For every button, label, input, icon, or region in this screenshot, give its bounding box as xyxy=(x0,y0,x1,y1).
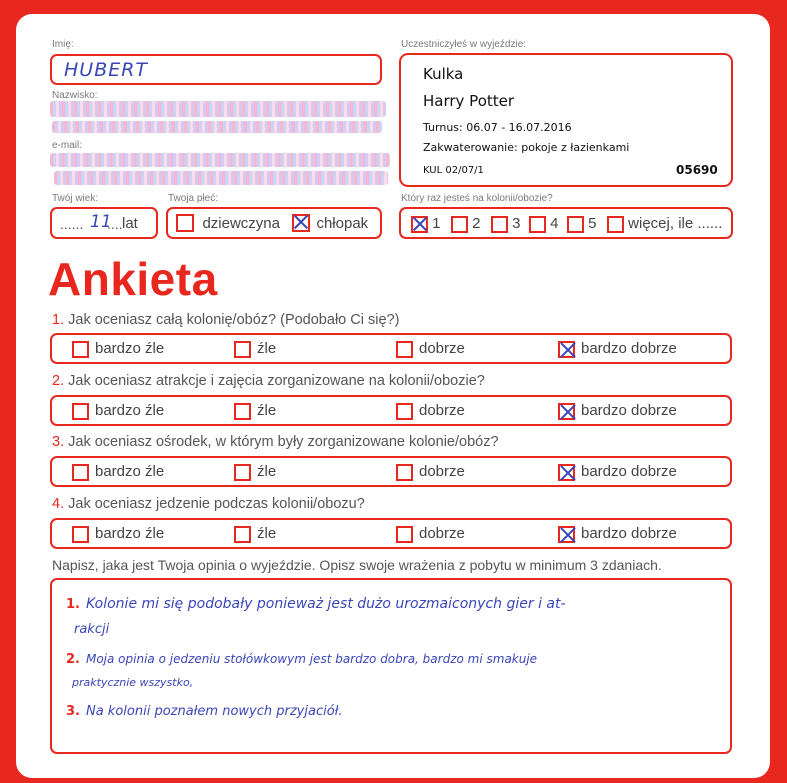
card-code: KUL 02/07/1 xyxy=(423,165,484,176)
q2-opt-good[interactable] xyxy=(396,402,465,420)
q2-opt-bad-label: źle xyxy=(257,402,277,419)
q4-checkbox-very-bad[interactable] xyxy=(72,526,89,543)
opinion-prompt: Napisz, jaka jest Twoja opinia o wyjeździe. Opisz swoje wrażenia z pobytu w minimum 3 zdaniach. xyxy=(52,557,662,573)
q2-opt-bad[interactable] xyxy=(234,402,276,420)
question-4 xyxy=(52,496,365,512)
opinion-line-1-cont: rakcji xyxy=(74,622,110,637)
q4-opt-very-good[interactable] xyxy=(558,525,677,543)
opinion-line-2-number: 2. xyxy=(66,652,80,667)
question-1 xyxy=(52,312,399,328)
q1-checkbox-bad[interactable] xyxy=(234,341,251,358)
age-dots-right: .... xyxy=(107,216,123,232)
trip-opt-5[interactable] xyxy=(567,215,597,233)
checkbox-trip-5[interactable] xyxy=(567,216,584,233)
q3-opt-very-good[interactable] xyxy=(558,463,677,481)
q4-opt-bad[interactable] xyxy=(234,525,276,543)
question-4-text: Jak oceniasz jedzenie podczas kolonii/obozu? xyxy=(68,496,365,512)
q1-opt-very-good[interactable] xyxy=(558,340,677,358)
q1-opt-bad-label: źle xyxy=(257,340,277,357)
q3-opt-good-label: dobrze xyxy=(419,463,465,480)
trip-opt-more[interactable] xyxy=(607,215,722,233)
gender-field xyxy=(166,207,382,239)
male-label: chłopak xyxy=(316,214,369,232)
q4-checkbox-bad[interactable] xyxy=(234,526,251,543)
question-3-number: 3. xyxy=(52,434,65,450)
q2-opt-very-good-label: bardzo dobrze xyxy=(581,402,677,419)
email-redacted xyxy=(50,153,390,167)
checkbox-male[interactable] xyxy=(292,214,310,232)
age-unit: lat xyxy=(122,215,138,232)
email-redacted-2 xyxy=(54,171,388,185)
name-value: HUBERT xyxy=(64,59,149,81)
q3-opt-bad-label: źle xyxy=(257,463,277,480)
female-label: dziewczyna xyxy=(202,214,280,232)
q2-checkbox-bad[interactable] xyxy=(234,403,251,420)
card-line-2: Harry Potter xyxy=(423,92,515,110)
q2-checkbox-very-bad[interactable] xyxy=(72,403,89,420)
checkbox-trip-4[interactable] xyxy=(529,216,546,233)
trips-label: Który raz jesteś na kolonii/obozie? xyxy=(401,193,553,204)
opinion-line-1 xyxy=(66,596,566,612)
q4-checkbox-very-good[interactable] xyxy=(558,526,575,543)
trip-opt-2-label: 2 xyxy=(472,215,481,232)
gender-label: Twoja płeć: xyxy=(168,193,219,204)
q2-opt-very-bad-label: bardzo źle xyxy=(95,402,165,419)
q3-opt-very-bad-label: bardzo źle xyxy=(95,463,165,480)
opinion-line-3 xyxy=(66,704,343,719)
card-number: 05690 xyxy=(676,163,718,177)
q1-opt-very-good-label: bardzo dobrze xyxy=(581,340,677,357)
card-accommodation: Zakwaterowanie: pokoje z łazienkami xyxy=(423,141,630,154)
q2-checkbox-very-good[interactable] xyxy=(558,403,575,420)
opinion-line-2-text: Moja opinia o jedzeniu stołówkowym jest bardzo dobra, bardzo mi smakuje xyxy=(85,652,538,666)
trip-opt-1-label: 1 xyxy=(432,215,441,232)
age-dots-left: ...... xyxy=(60,216,84,232)
answer-row-4 xyxy=(50,518,732,549)
q1-opt-good-label: dobrze xyxy=(419,340,465,357)
q3-checkbox-good[interactable] xyxy=(396,464,413,481)
trip-opt-5-label: 5 xyxy=(588,215,597,232)
trip-opt-3-label: 3 xyxy=(512,215,521,232)
q1-checkbox-very-bad[interactable] xyxy=(72,341,89,358)
opinion-line-1-number: 1. xyxy=(66,597,80,612)
q3-opt-bad[interactable] xyxy=(234,463,276,481)
age-field[interactable] xyxy=(50,207,158,239)
q4-opt-very-bad[interactable] xyxy=(72,525,164,543)
answer-row-1 xyxy=(50,333,732,364)
q4-opt-very-good-label: bardzo dobrze xyxy=(581,525,677,542)
trip-opt-1[interactable] xyxy=(411,215,441,233)
answer-row-3 xyxy=(50,456,732,487)
gender-option-female[interactable] xyxy=(176,214,280,232)
q1-opt-good[interactable] xyxy=(396,340,465,358)
question-1-text: Jak oceniasz całą kolonię/obóz? (Podobało Ci się?) xyxy=(68,312,400,328)
surname-redacted xyxy=(50,101,386,117)
age-label: Twój wiek: xyxy=(52,193,99,204)
q2-opt-very-good[interactable] xyxy=(558,402,677,420)
checkbox-female[interactable] xyxy=(176,214,194,232)
checkbox-trip-3[interactable] xyxy=(491,216,508,233)
q3-checkbox-bad[interactable] xyxy=(234,464,251,481)
q3-opt-very-bad[interactable] xyxy=(72,463,164,481)
question-1-number: 1. xyxy=(52,312,65,328)
age-value: 11 xyxy=(90,212,112,232)
q3-opt-good[interactable] xyxy=(396,463,465,481)
trip-opt-4[interactable] xyxy=(529,215,559,233)
q2-checkbox-good[interactable] xyxy=(396,403,413,420)
opinion-line-3-number: 3. xyxy=(66,704,80,719)
name-field[interactable] xyxy=(50,54,382,85)
question-3 xyxy=(52,434,499,450)
q3-checkbox-very-bad[interactable] xyxy=(72,464,89,481)
trip-opt-3[interactable] xyxy=(491,215,521,233)
question-2-number: 2. xyxy=(52,373,65,389)
opinion-textarea[interactable] xyxy=(50,578,732,754)
question-4-number: 4. xyxy=(52,496,65,512)
q4-opt-good-label: dobrze xyxy=(419,525,465,542)
q2-opt-good-label: dobrze xyxy=(419,402,465,419)
q2-opt-very-bad[interactable] xyxy=(72,402,164,420)
opinion-line-3-text: Na kolonii poznałem nowych przyjaciół. xyxy=(85,704,343,719)
card-line-1: Kulka xyxy=(423,65,464,83)
trip-card xyxy=(399,53,733,187)
q4-checkbox-good[interactable] xyxy=(396,526,413,543)
question-3-text: Jak oceniasz ośrodek, w którym były zorganizowane kolonie/obóz? xyxy=(68,434,499,450)
opinion-line-2-cont: praktycznie wszystko, xyxy=(72,676,194,689)
checkbox-trip-2[interactable] xyxy=(451,216,468,233)
q1-checkbox-very-good[interactable] xyxy=(558,341,575,358)
q1-opt-bad[interactable] xyxy=(234,340,276,358)
question-2 xyxy=(52,373,485,389)
q1-checkbox-good[interactable] xyxy=(396,341,413,358)
trip-opt-more-label: więcej, ile ...... xyxy=(628,215,723,232)
question-2-text: Jak oceniasz atrakcje i zajęcia zorganizowane na kolonii/obozie? xyxy=(68,373,485,389)
checkbox-trip-more[interactable] xyxy=(607,216,624,233)
checkbox-trip-1[interactable] xyxy=(411,216,428,233)
q1-opt-very-bad[interactable] xyxy=(72,340,164,358)
q4-opt-bad-label: źle xyxy=(257,525,277,542)
q4-opt-very-bad-label: bardzo źle xyxy=(95,525,165,542)
name-label: Imię: xyxy=(52,39,74,50)
q1-opt-very-bad-label: bardzo źle xyxy=(95,340,165,357)
trip-opt-2[interactable] xyxy=(451,215,481,233)
answer-row-2 xyxy=(50,395,732,426)
participant-label: Uczestniczyłeś w wyjeździe: xyxy=(401,39,527,50)
surname-label: Nazwisko: xyxy=(52,90,98,101)
opinion-line-2 xyxy=(66,652,537,667)
survey-title: Ankieta xyxy=(48,253,218,305)
trips-field xyxy=(399,207,733,239)
q3-opt-very-good-label: bardzo dobrze xyxy=(581,463,677,480)
card-turnus: Turnus: 06.07 - 16.07.2016 xyxy=(423,121,572,134)
surname-redacted-2 xyxy=(52,121,382,133)
opinion-line-1-text: Kolonie mi się podobały ponieważ jest dużo urozmaiconych gier i at- xyxy=(85,596,566,612)
gender-option-male[interactable] xyxy=(292,214,368,232)
q3-checkbox-very-good[interactable] xyxy=(558,464,575,481)
q4-opt-good[interactable] xyxy=(396,525,465,543)
email-label: e-mail: xyxy=(52,140,83,151)
trip-opt-4-label: 4 xyxy=(550,215,559,232)
